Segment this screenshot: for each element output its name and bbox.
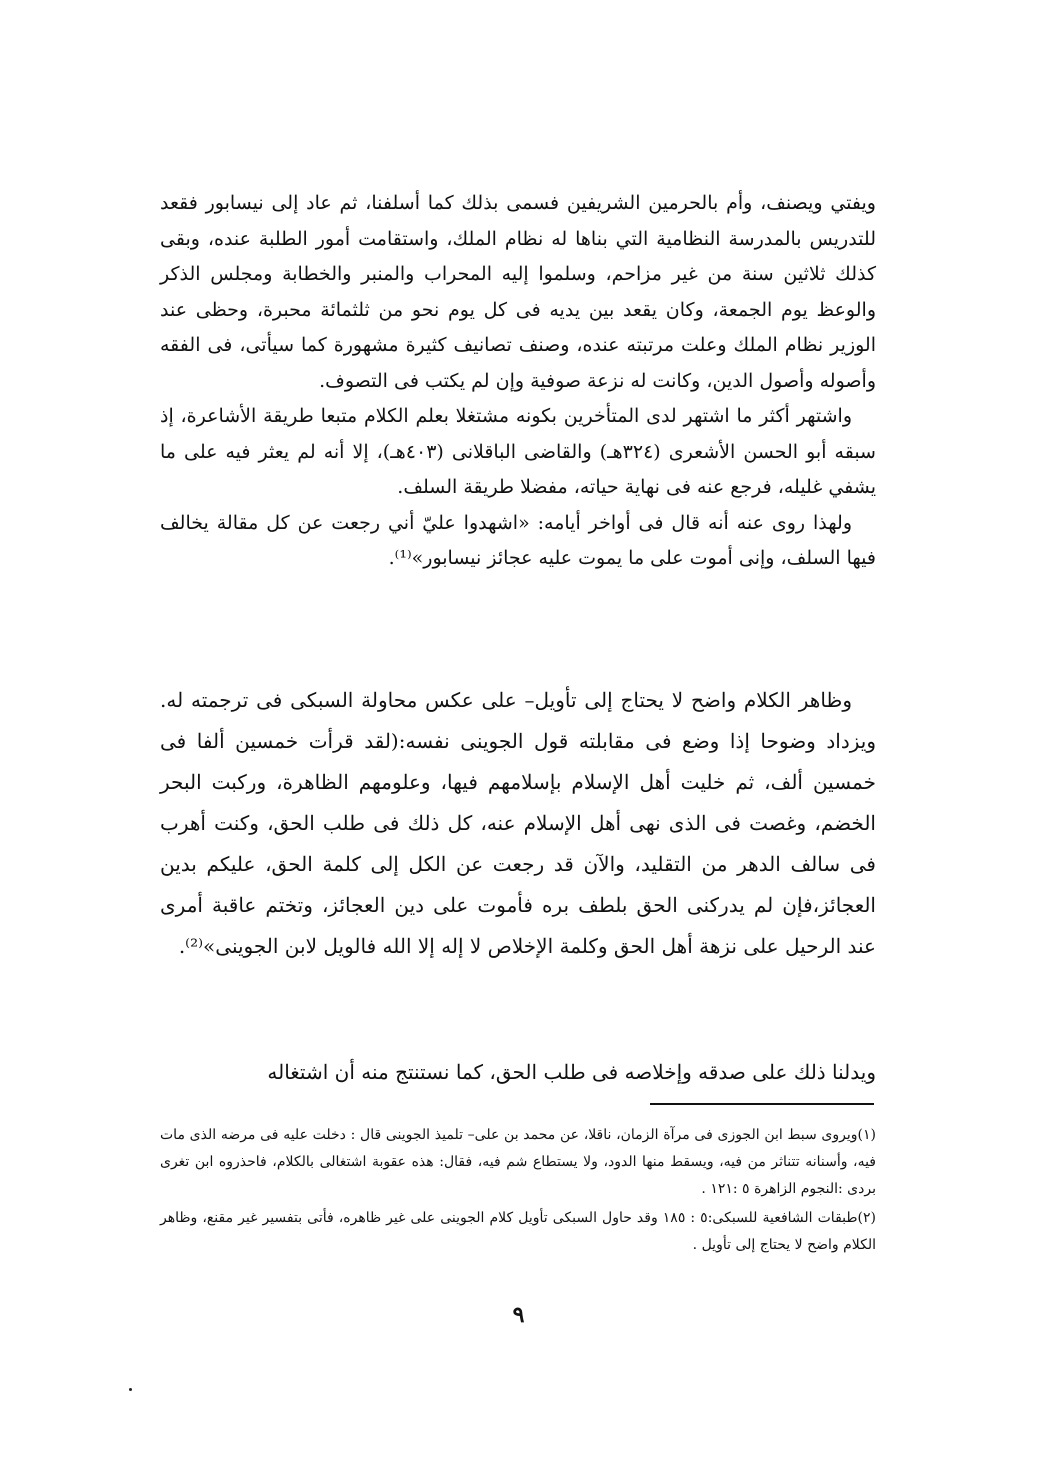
footnotes [160,1122,876,1261]
paragraph-2: واشتهر أكثر ما اشتهر لدى المتأخرين بكونه مشتغلا بعلم الكلام متبعا طريقة الأشاعرة، إذ سبقه أبو الحسن الأشعرى (٣٢٤هـ) والقاضى الباقلانى (٤٠٣هـ)، إلا أنه لم يعثر فيه على ما يشفي غليله، فرجع عنه فى نهاية حياته، مفضلا طريقة السلف. [160,405,876,498]
paragraph-1: ويفتي ويصنف، وأم بالحرمين الشريفين فسمى بذلك كما أسلفنا، ثم عاد إلى نيسابور فقعد للتدريس بالمدرسة النظامية التي بناها له نظام الملك، واستقامت أمور الطلبة عنده، وبقى كذلك ثلاثين سنة من غير مزاحم، وسلموا إليه المحراب والمنبر والخطابة ومجلس الذكر والوعظ يوم الجمعة، وكان يقعد بين يديه فى كل يوم نحو من ثلثمائة محبرة، وحظى عند الوزير نظام الملك وعلت مرتبته عنده، وصنف تصانيف كثيرة مشهورة كما سيأتى، فى الفقه وأصوله وأصول الدين، وكانت له نزعة صوفية وإن لم يكتب فى التصوف. [160,192,876,392]
footnote-1: (١)ويروى سبط ابن الجوزى فى مرآة الزمان، ناقلا، عن محمد بن على– تلميذ الجوينى قال : دخلت عليه فى مرضه الذى مات فيه، وأسنانه تتناثر من فيه، ويسقط منها الدود، ولا يستطاع شم فيه، فقال: هذه عقوبة اشتغالى بالكلام، فاحذروه ابن تغرى بردى :النجوم الزاهرة ٥ :١٢١ . [160,1127,876,1197]
page-number: ٩ [512,1302,525,1328]
paragraph-5: ويدلنا ذلك على صدقه وإخلاصه فى طلب الحق، كما نستنتج منه أن اشتغاله [267,1060,876,1084]
body-text-top [160,186,876,577]
paragraph-4: وظاهر الكلام واضح لا يحتاج إلى تأويل– على عكس محاولة السبكى فى ترجمته له. ويزداد وضوحا إذا وضع فى مقابلته قول الجوينى نفسه:(لقد قرأت خمسين ألفا فى خمسين ألف، ثم خليت أهل الإسلام بإسلامهم فيها، وعلومهم الظاهرة، وركبت البحر الخضم، وغصت فى الذى نهى أهل الإسلام عنه، كل ذلك فى طلب الحق، وكنت أهرب فى سالف الدهر من التقليد، والآن قد رجعت عن الكل إلى كلمة الحق، عليكم بدين العجائز،فإن لم يدركنى الحق بلطف بره فأموت على دين العجائز، وتختم عاقبة أمرى عند الرحيل على نزهة أهل الحق وكلمة الإخلاص لا إله إلا الله فالويل لابن الجوينى»⁽²⁾. [160,688,876,958]
footnote-separator [650,1103,874,1105]
body-text-quote [160,680,876,967]
footnote-2: (٢)طبقات الشافعية للسبكى:٥ : ١٨٥ وقد حاول السبكى تأويل كلام الجوينى على غير ظاهره، فأتى بتفسير غير مقنع، وظاهر الكلام واضح لا يحتاج إلى تأويل . [160,1210,876,1253]
paragraph-3: ولهذا روى عنه أنه قال فى أواخر أيامه: «اشهدوا عليّ أني رجعت عن كل مقالة يخالف فيها السلف، وإنى أموت على ما يموت عليه عجائز نيسابور»⁽¹⁾. [160,511,876,569]
scan-speck [129,1388,132,1391]
